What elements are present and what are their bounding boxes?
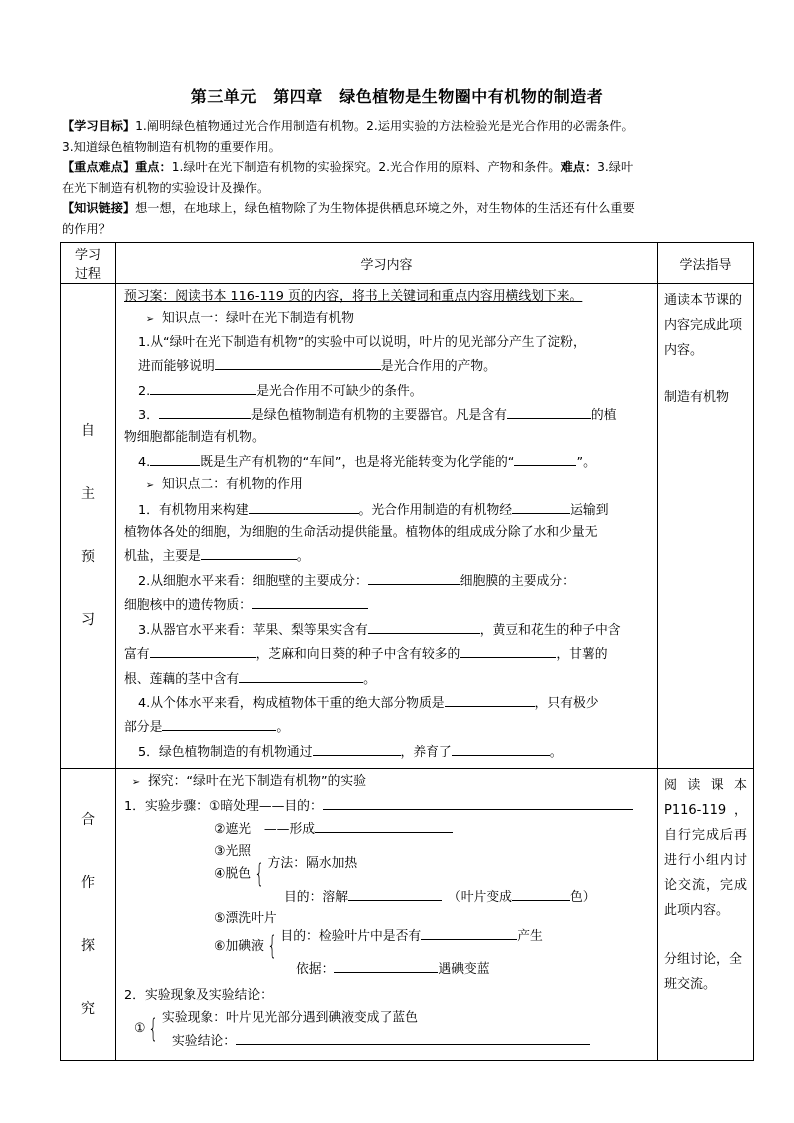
answer-blank[interactable]	[159, 403, 251, 419]
question-text: 5．绿色植物制造的有机物通过	[138, 744, 313, 760]
question-text: 细胞核中的遗传物质：	[124, 598, 252, 614]
question-text: 。	[276, 720, 290, 736]
answer-blank[interactable]	[368, 569, 460, 585]
step-text: ③光照	[214, 843, 252, 859]
section-self-preview	[61, 284, 754, 769]
question-text: 物细胞都能制造有机物。	[124, 430, 265, 446]
step-text: 目的：检验叶片中是否有	[280, 928, 422, 944]
conclusion-text: 实验结论：	[172, 1033, 236, 1049]
section-label-self-preview	[61, 284, 116, 769]
question-text: 1．有机物用来构建	[138, 502, 249, 518]
answer-blank[interactable]	[215, 354, 381, 370]
step-text: 方法：隔水加热	[267, 856, 358, 871]
question-text: 的植	[590, 408, 617, 424]
key-line-2: 在光下制造有机物的实验设计及操作。	[62, 180, 270, 195]
question-text: 细胞膜的主要成分：	[459, 573, 575, 589]
label-char: 习	[81, 612, 95, 629]
header-process	[61, 243, 116, 284]
answer-blank[interactable]	[150, 379, 256, 395]
guide-text: 阅读课本P116-119，自行完成后再进行小组内讨论交流，完成此项内容。	[664, 778, 747, 919]
goal-line-1	[62, 116, 752, 137]
step-text: 产生	[517, 928, 543, 944]
question-text: 。光合作用制造的有机物经	[358, 502, 513, 518]
step-text: （叶片变成	[447, 889, 512, 905]
question-text: 。	[296, 549, 310, 565]
label-char: 作	[81, 874, 95, 891]
table-header-row	[61, 243, 754, 284]
guide-text: 分组讨论，全班交流。	[664, 952, 743, 993]
brace-icon: {	[267, 931, 278, 962]
header-process-line1: 学习	[74, 248, 101, 263]
label-char: 探	[81, 937, 95, 954]
explore-title: 探究：“绿叶在光下制造有机物”的实验	[148, 774, 367, 790]
question-text: 1.从“绿叶在光下制造有机物”的实验中可以说明，叶片的见光部分产生了淀粉，	[138, 334, 586, 350]
question-text: 富有	[124, 647, 150, 663]
link-line-2: 的作用？	[62, 221, 111, 236]
label-char: 主	[81, 486, 95, 503]
question-text: 是光合作用的产物。	[380, 359, 496, 375]
label-char: 究	[81, 1000, 95, 1017]
question-text: 运输到	[570, 502, 609, 518]
guide-cooperative	[658, 769, 754, 1061]
question-text: ，只有极少	[534, 695, 599, 711]
answer-blank[interactable]	[445, 691, 535, 707]
question-text: 部分是	[124, 720, 163, 736]
answer-blank[interactable]	[201, 544, 297, 560]
answer-blank[interactable]	[460, 642, 556, 658]
circle-number: ①	[134, 1021, 146, 1037]
arrow-bullet-icon: ➢	[131, 777, 141, 789]
answer-blank[interactable]	[348, 885, 442, 901]
question-text: 根、莲藕的茎中含有	[124, 671, 240, 687]
question-text: ，养育了	[400, 744, 452, 760]
page-title: 第三单元 第四章 绿色植物是生物圈中有机物的制造者	[190, 87, 604, 106]
key-label: 【重点难点】	[62, 160, 136, 174]
answer-blank[interactable]	[236, 1029, 590, 1045]
question-text: 3．	[138, 408, 159, 424]
question-text: 。	[549, 744, 563, 760]
step-text: ⑥加碘液	[214, 938, 264, 954]
key-text: 1.绿叶在光下制造有机物的实验探究。2.光合作用的原料、产物和条件。	[171, 160, 561, 174]
answer-blank[interactable]	[512, 498, 570, 514]
question-text: 3.从器官水平来看：苹果、梨等果实含有	[138, 622, 368, 638]
answer-blank[interactable]	[323, 794, 633, 810]
label-char: 预	[81, 549, 95, 566]
key-point-label: 重点：	[135, 160, 172, 174]
step-text: 目的：溶解	[284, 889, 348, 905]
question-text: 植物体各处的细胞，为细胞的生命活动提供能量。植物体的组成成分除了水和少量无	[124, 525, 598, 541]
answer-blank[interactable]	[507, 403, 591, 419]
answer-blank[interactable]	[334, 957, 438, 973]
step-text: 遇碘变蓝	[438, 962, 490, 978]
phenomenon-text: 实验现象：叶片见光部分遇到碘液变成了蓝色	[162, 1010, 418, 1026]
section-cooperative-explore	[61, 769, 754, 1061]
answer-blank[interactable]	[315, 817, 453, 833]
step-text: 依据：	[296, 962, 335, 978]
preview-content	[116, 284, 658, 769]
goal-text: 1.阐明绿色植物通过光合作用制造有机物。2.运用实验的方法检验光是光合作用的必需条件。	[135, 119, 634, 133]
header-guide: 学法指导	[658, 243, 754, 284]
header-content: 学习内容	[116, 243, 658, 284]
question-text: 2.	[138, 383, 151, 399]
step-text: ⑤漂洗叶片	[214, 911, 277, 927]
knowledge-point-1: 知识点一：绿叶在光下制造有机物	[162, 311, 354, 327]
key-line-1	[62, 157, 752, 178]
link-label: 【知识链接】	[62, 201, 136, 215]
answer-blank[interactable]	[313, 740, 401, 756]
intro-section	[62, 116, 752, 239]
answer-blank[interactable]	[368, 618, 480, 634]
study-table	[60, 242, 754, 1061]
question-text: 是光合作用不可缺少的条件。	[256, 383, 423, 399]
answer-blank[interactable]	[249, 498, 359, 514]
answer-blank[interactable]	[421, 924, 517, 940]
arrow-bullet-icon: ➢	[145, 480, 155, 492]
question-text: ，芝麻和向日葵的种子中含有较多的	[255, 647, 461, 663]
goal-line-2: 3.知道绿色植物制造有机物的重要作用。	[62, 139, 281, 154]
label-char: 自	[81, 423, 95, 440]
answer-blank[interactable]	[514, 450, 576, 466]
step-text: 1．实验步骤：①暗处理——目的：	[124, 798, 323, 814]
answer-blank[interactable]	[252, 593, 368, 609]
guide-text: 通读本节课的内容完成此项内容。	[664, 293, 743, 358]
answer-blank[interactable]	[150, 642, 256, 658]
brace-icon: {	[148, 1013, 159, 1044]
difficulty-label: 难点：	[560, 160, 598, 174]
step-text: ④脱色	[214, 866, 252, 881]
label-char: 合	[81, 811, 95, 828]
brace-icon: {	[254, 858, 265, 889]
question-text: 既是生产有机物的“车间”，也是将光能转变为化学能的“	[200, 454, 515, 470]
question-text: ，黄豆和花生的种子中含	[479, 622, 621, 638]
preview-instruction: 预习案：阅读书本 116-119 页的内容，将书上关键词和重点内容用横线划下来。	[124, 289, 583, 304]
question-text: 进而能够说明	[138, 359, 215, 375]
link-line-1	[62, 198, 752, 219]
question-text: 4.	[138, 454, 151, 470]
arrow-bullet-icon: ➢	[145, 314, 155, 326]
answer-blank[interactable]	[150, 450, 200, 466]
explore-content	[116, 769, 658, 1061]
answer-blank[interactable]	[512, 885, 570, 901]
answer-blank[interactable]	[452, 740, 550, 756]
question-text: ，甘薯的	[556, 647, 608, 663]
question-text: 4.从个体水平来看，构成植物体干重的绝大部分物质是	[138, 695, 445, 711]
knowledge-point-2: 知识点二：有机物的作用	[162, 477, 303, 493]
difficulty-text: 3.绿叶	[597, 160, 634, 174]
result-label: 2．实验现象及实验结论：	[124, 987, 273, 1003]
answer-blank[interactable]	[162, 715, 276, 731]
step-text: ②遮光 ——形成	[214, 822, 316, 838]
header-process-line2: 过程	[74, 267, 101, 282]
goal-label: 【学习目标】	[62, 119, 136, 133]
step-text: 色）	[569, 889, 596, 905]
guide-text: 制造有机物	[664, 390, 730, 405]
answer-blank[interactable]	[239, 667, 363, 683]
question-text: ”。	[576, 454, 596, 470]
question-text: 2.从细胞水平来看：细胞壁的主要成分：	[138, 573, 368, 589]
link-text: 想一想，在地球上，绿色植物除了为生物体提供栖息环境之外，对生物体的生活还有什么重要	[135, 201, 635, 215]
section-label-cooperative	[61, 769, 116, 1061]
question-text: 是绿色植物制造有机物的主要器官。凡是含有	[250, 408, 507, 424]
guide-self-preview	[658, 284, 754, 769]
question-text: 。	[363, 671, 376, 687]
question-text: 机盐，主要是	[124, 549, 201, 565]
